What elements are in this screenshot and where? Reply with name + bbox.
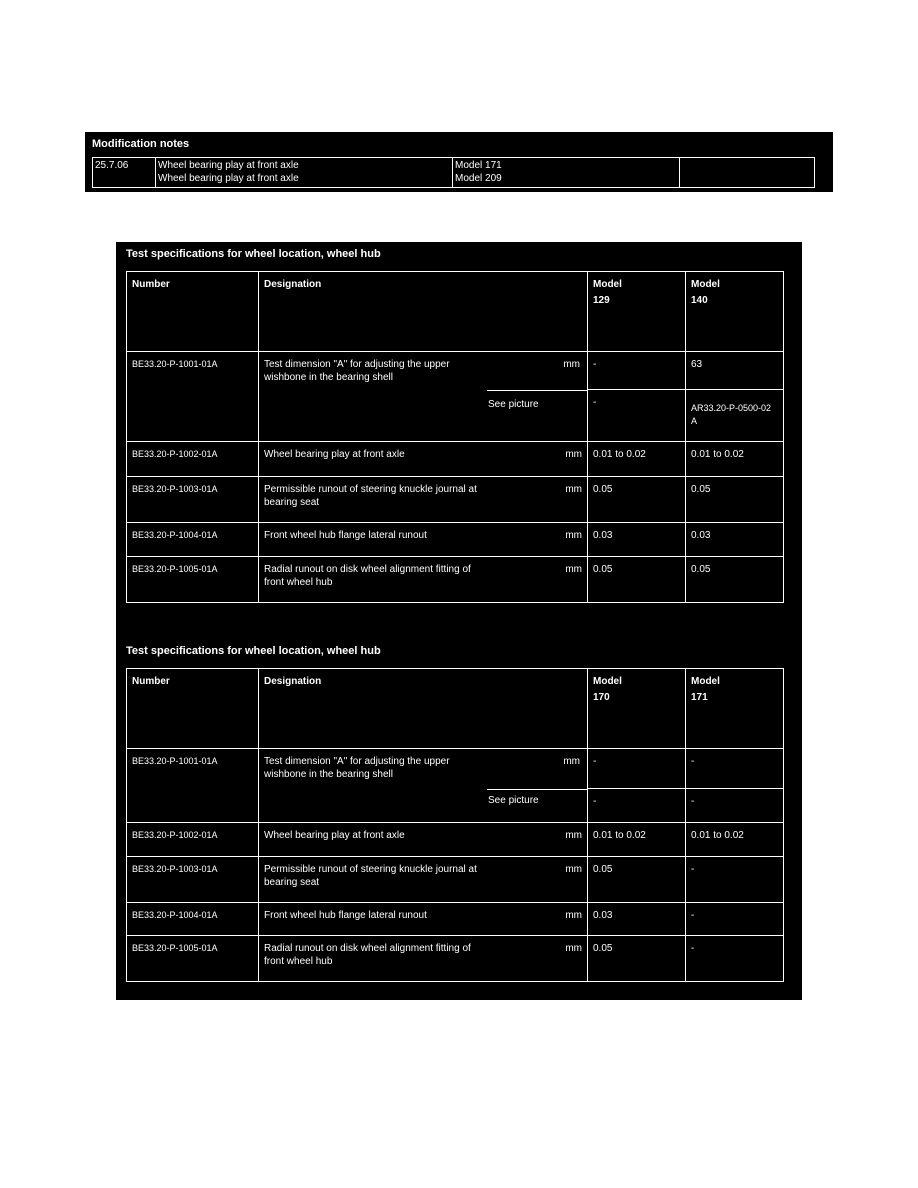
row-designation-cell xyxy=(259,823,588,857)
header-designation: Designation xyxy=(259,272,588,352)
mod-text-line: Wheel bearing play at front axle xyxy=(158,160,299,171)
row-value-b: - xyxy=(686,857,784,903)
row-number: BE33.20-P-1005-01A xyxy=(127,557,259,603)
row-designation-cell xyxy=(259,523,588,557)
header-model-label: Model xyxy=(691,676,720,687)
mod-empty xyxy=(680,158,815,188)
header-row xyxy=(127,669,784,749)
row-number: BE33.20-P-1001-01A xyxy=(127,352,259,442)
row-value-b: 0.01 to 0.02 xyxy=(686,823,784,857)
row-designation-split xyxy=(259,352,588,442)
spec-table xyxy=(126,271,784,603)
row-number: BE33.20-P-1005-01A xyxy=(127,936,259,982)
divider xyxy=(487,789,587,790)
row-number: BE33.20-P-1001-01A xyxy=(127,749,259,823)
header-model-label: Model xyxy=(593,676,622,687)
row-value-a: 0.03 xyxy=(588,903,686,936)
row-value-a: 0.05 xyxy=(588,936,686,982)
row-unit: mm xyxy=(565,910,582,921)
row-sub-value-b: AR33.20-P-0500-02 A xyxy=(686,390,784,442)
row-unit: mm xyxy=(565,943,582,954)
row-value-a: - xyxy=(588,749,686,789)
row-value-b: 63 xyxy=(686,352,784,390)
header-model-number: 140 xyxy=(691,295,708,306)
row-number: BE33.20-P-1002-01A xyxy=(127,823,259,857)
divider xyxy=(487,390,587,391)
row-value-a: 0.05 xyxy=(588,477,686,523)
table-row xyxy=(127,477,784,523)
header-model-label: Model xyxy=(691,279,720,290)
row-number: BE33.20-P-1002-01A xyxy=(127,442,259,477)
header-model-b xyxy=(686,272,784,352)
row-designation: Front wheel hub flange lateral runout xyxy=(264,530,427,541)
mod-text-line: Wheel bearing play at front axle xyxy=(158,173,299,184)
header-number: Number xyxy=(127,669,259,749)
row-value-b: - xyxy=(686,749,784,789)
spec-table xyxy=(126,668,784,982)
row-unit: mm xyxy=(565,564,582,575)
row-designation-cell xyxy=(259,936,588,982)
modification-notes-panel xyxy=(85,132,833,192)
row-designation-split xyxy=(259,749,588,823)
row-designation-cell xyxy=(259,857,588,903)
header-model-number: 171 xyxy=(691,692,708,703)
table-row xyxy=(127,936,784,982)
row-sub-value-b: - xyxy=(686,789,784,823)
modification-notes-table xyxy=(92,157,815,188)
table-row xyxy=(127,557,784,603)
row-value-a: 0.01 to 0.02 xyxy=(588,442,686,477)
table-row xyxy=(127,823,784,857)
mod-model-line: Model 209 xyxy=(455,173,502,184)
mod-model-line: Model 171 xyxy=(455,160,502,171)
row-value-a: - xyxy=(588,352,686,390)
row-designation: Radial runout on disk wheel alignment fitting of front wheel hub xyxy=(264,564,471,588)
row-value-b: 0.01 to 0.02 xyxy=(686,442,784,477)
row-sub-label: See picture xyxy=(488,795,539,806)
row-unit: mm xyxy=(565,484,582,495)
row-designation-cell xyxy=(259,442,588,477)
table-row xyxy=(93,158,815,188)
row-unit: mm xyxy=(565,449,582,460)
modification-notes-title: Modification notes xyxy=(92,138,190,150)
header-model-number: 129 xyxy=(593,295,610,306)
row-unit: mm xyxy=(563,756,580,767)
row-unit: mm xyxy=(563,359,580,370)
mod-text xyxy=(156,158,453,188)
row-value-b: 0.03 xyxy=(686,523,784,557)
header-model-a xyxy=(588,272,686,352)
header-designation: Designation xyxy=(259,669,588,749)
header-model-b xyxy=(686,669,784,749)
row-number: BE33.20-P-1004-01A xyxy=(127,903,259,936)
row-designation: Permissible runout of steering knuckle journal at bearing seat xyxy=(264,484,477,508)
table-row xyxy=(127,523,784,557)
row-unit: mm xyxy=(565,830,582,841)
row-designation-cell xyxy=(259,903,588,936)
spec-table-title: Test specifications for wheel location, wheel hub xyxy=(126,248,381,260)
header-number: Number xyxy=(127,272,259,352)
table-row xyxy=(127,352,784,390)
row-value-a: 0.05 xyxy=(588,557,686,603)
header-model-number: 170 xyxy=(593,692,610,703)
row-unit: mm xyxy=(565,530,582,541)
row-number: BE33.20-P-1004-01A xyxy=(127,523,259,557)
row-designation: Wheel bearing play at front axle xyxy=(264,449,405,460)
table-row xyxy=(127,857,784,903)
mod-date: 25.7.06 xyxy=(93,158,156,188)
header-model-a xyxy=(588,669,686,749)
row-designation-cell xyxy=(259,557,588,603)
row-designation: Permissible runout of steering knuckle journal at bearing seat xyxy=(264,864,477,888)
row-unit: mm xyxy=(565,864,582,875)
row-designation: Test dimension "A" for adjusting the upper wishbone in the bearing shell xyxy=(264,359,450,383)
row-sub-value-a: - xyxy=(588,789,686,823)
row-designation-cell xyxy=(259,477,588,523)
row-number: BE33.20-P-1003-01A xyxy=(127,857,259,903)
header-row xyxy=(127,272,784,352)
row-sub-value-a: - xyxy=(588,390,686,442)
row-designation: Radial runout on disk wheel alignment fitting of front wheel hub xyxy=(264,943,471,967)
test-specifications-panel xyxy=(116,242,802,1000)
row-value-a: 0.01 to 0.02 xyxy=(588,823,686,857)
header-model-label: Model xyxy=(593,279,622,290)
row-designation: Front wheel hub flange lateral runout xyxy=(264,910,427,921)
row-value-b: 0.05 xyxy=(686,477,784,523)
row-number: BE33.20-P-1003-01A xyxy=(127,477,259,523)
row-value-b: 0.05 xyxy=(686,557,784,603)
row-sub-label: See picture xyxy=(488,399,539,410)
table-row xyxy=(127,749,784,789)
row-value-a: 0.03 xyxy=(588,523,686,557)
row-value-b: - xyxy=(686,903,784,936)
spec-table-title: Test specifications for wheel location, wheel hub xyxy=(126,645,381,657)
row-designation: Wheel bearing play at front axle xyxy=(264,830,405,841)
table-row xyxy=(127,442,784,477)
mod-model xyxy=(453,158,680,188)
row-value-b: - xyxy=(686,936,784,982)
row-value-a: 0.05 xyxy=(588,857,686,903)
table-row xyxy=(127,903,784,936)
row-designation: Test dimension "A" for adjusting the upper wishbone in the bearing shell xyxy=(264,756,450,780)
